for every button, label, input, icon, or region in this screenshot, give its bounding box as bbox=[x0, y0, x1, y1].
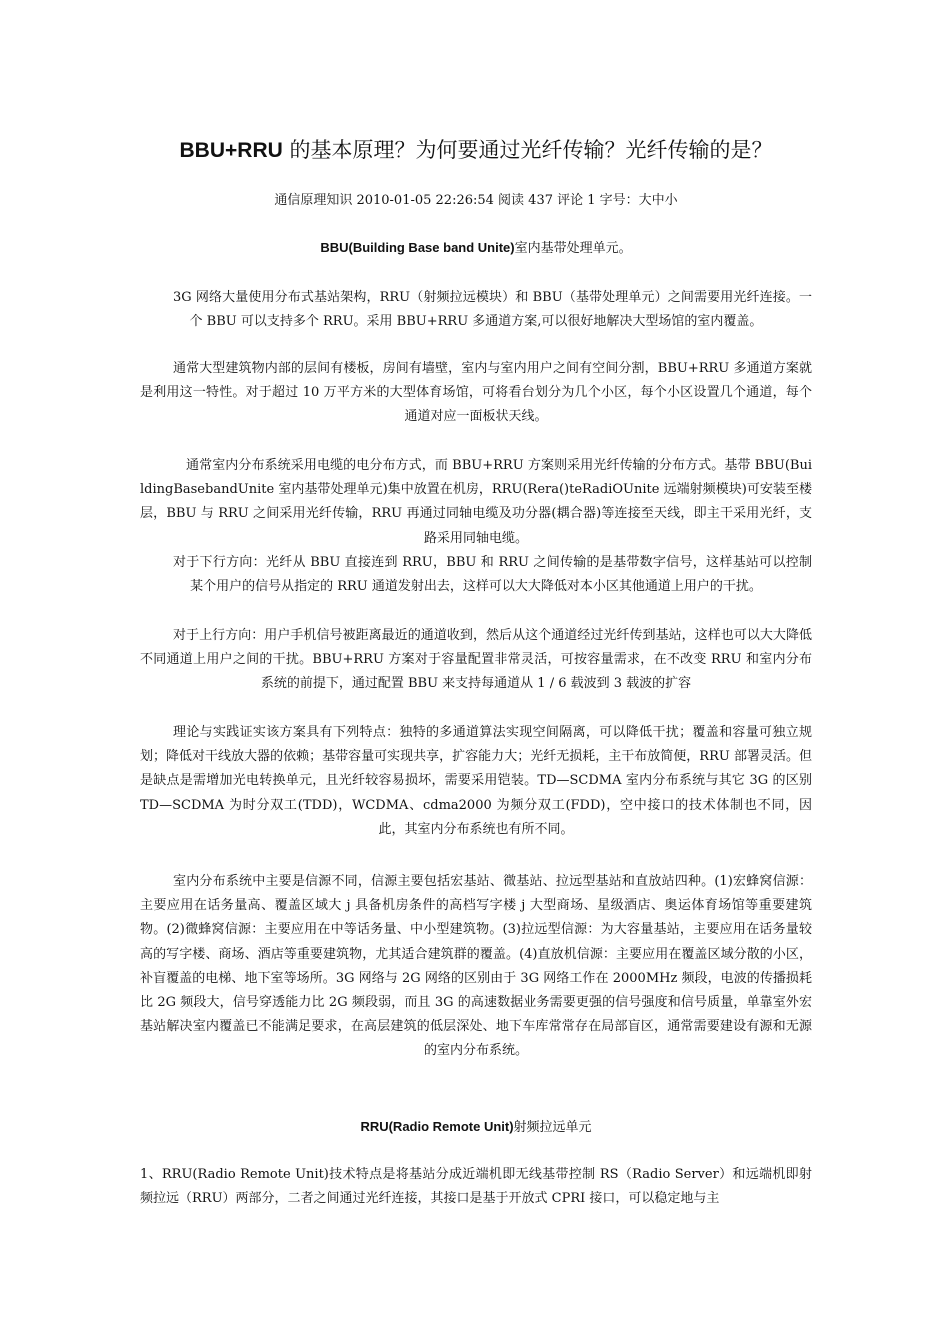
document-title bbox=[140, 135, 812, 166]
title-bold-part: BBU+RRU bbox=[179, 139, 283, 163]
paragraph-rru-1: 1、RRU(Radio Remote Unit)技术特点是将基站分成近端机即无线基带控制 RS（Radio Server）和远端机即射频拉远（RRU）两部分，二者之间通过光纤连接，其接口是基于开放式 CPRI 接口，可以稳定地与主 bbox=[140, 1167, 812, 1207]
section-heading-bbu-text: 室内基带处理单元。 bbox=[514, 241, 632, 256]
title-text-part: 的基本原理？为何要通过光纤传输？光纤传输的是？ bbox=[282, 138, 773, 163]
paragraph-5: 对于上行方向：用户手机信号被距离最近的通道收到，然后从这个通道经过光纤传到基站，这样也可以大大降低不同通道上用户之间的干扰。BBU+RRU 方案对于容量配置非常灵活，可按容量需求，在不改变 RRU 和室内分布系统的前提下，通过配置 BBU 来支持每通道从 1 / 6 载波到 3 载波的扩容 bbox=[140, 628, 812, 692]
paragraph-4: 对于下行方向：光纤从 BBU 直接连到 RRU，BBU 和 RRU 之间传输的是基带数字信号，这样基站可以控制某个用户的信号从指定的 RRU 通道发射出去，这样可以大大降低对本小区其他通道上用户的干扰。 bbox=[173, 555, 812, 595]
section-heading-rru-bold: RRU(Radio Remote Unit) bbox=[360, 1119, 514, 1134]
section-heading-rru bbox=[140, 1117, 812, 1138]
post-meta-line: 通信原理知识 2010-01-05 22:26:54 阅读 437 评论 1 字号：大中小 bbox=[274, 193, 678, 208]
paragraph-3: 通常室内分布系统采用电缆的电分布方式，而 BBU+RRU 方案则采用光纤传输的分布方式。基带 BBU(BuildingBasebandUnite 室内基带处理单元)集中放置在机房，RRU(Rera()teRadiOUnite 远端射频模块)可安装至楼层，BBU 与 RRU 之间采用光纤传输，RRU 再通过同轴电缆及功分器(耦合器)等连接至天线，即主干采用光纤，支路采用同轴电缆。 bbox=[140, 458, 812, 546]
paragraph-6: 理论与实践证实该方案具有下列特点：独特的多通道算法实现空间隔离，可以降低干扰；覆盖和容量可独立规划；降低对干线放大器的依赖；基带容量可实现共享，扩容能力大；光纤无损耗，主干布放简便，RRU 部署灵活。但是缺点是需增加光电转换单元，且光纤较容易损坏，需要采用铠装。TD—SCDMA 室内分布系统与其它 3G 的区别 TD—SCDMA 为时分双工(TDD)，WCDMA、cdma2000 为频分双工(FDD)，空中接口的技术体制也不同，因此，其室内分布系统也有所不同。 bbox=[140, 725, 812, 837]
section-heading-bbu bbox=[140, 238, 812, 259]
paragraph-2: 通常大型建筑物内部的层间有楼板，房间有墙壁，室内与室内用户之间有空间分割，BBU+RRU 多通道方案就是利用这一特性。对于超过 10 万平方米的大型体育场馆，可将看台划分为几个小区，每个小区设置几个通道，每个通道对应一面板状天线。 bbox=[140, 361, 812, 425]
paragraph-7: 室内分布系统中主要是信源不同，信源主要包括宏基站、微基站、拉远型基站和直放站四种。(1)宏蜂窝信源：主要应用在话务量高、覆盖区域大 j 具备机房条件的高档写字楼 j 大型商场、星级酒店、奥运体育场馆等重要建筑物。(2)微蜂窝信源：主要应用在中等话务量、中小型建筑物。(3)拉远型信源：为大容量基站，主要应用在话务量较高的写字楼、商场、酒店等重要建筑物，尤其适合建筑群的覆盖。(4)直放机信源：主要应用在覆盖区域分散的小区，补盲覆盖的电梯、地下室等场所。3G 网络与 2G 网络的区别由于 3G 网络工作在 2000MHz 频段，电波的传播损耗比 2G 频段大，信号穿透能力比 2G 频段弱，而且 3G 的高速数据业务需要更强的信号强度和信号质量，单靠室外宏基站解决室内覆盖已不能满足要求，在高层建筑的低层深处、地下车库常常存在局部盲区，通常需要建设有源和无源的室内分布系统。 bbox=[140, 874, 812, 1059]
section-heading-rru-text: 射频拉远单元 bbox=[513, 1120, 592, 1135]
paragraph-1: 3G 网络大量使用分布式基站架构，RRU（射频拉远模块）和 BBU（基带处理单元）之间需要用光纤连接。一个 BBU 可以支持多个 RRU。采用 BBU+RRU 多通道方案,可以很好地解决大型场馆的室内覆盖。 bbox=[173, 290, 812, 330]
section-heading-bbu-bold: BBU(Building Base band Unite) bbox=[320, 240, 515, 255]
